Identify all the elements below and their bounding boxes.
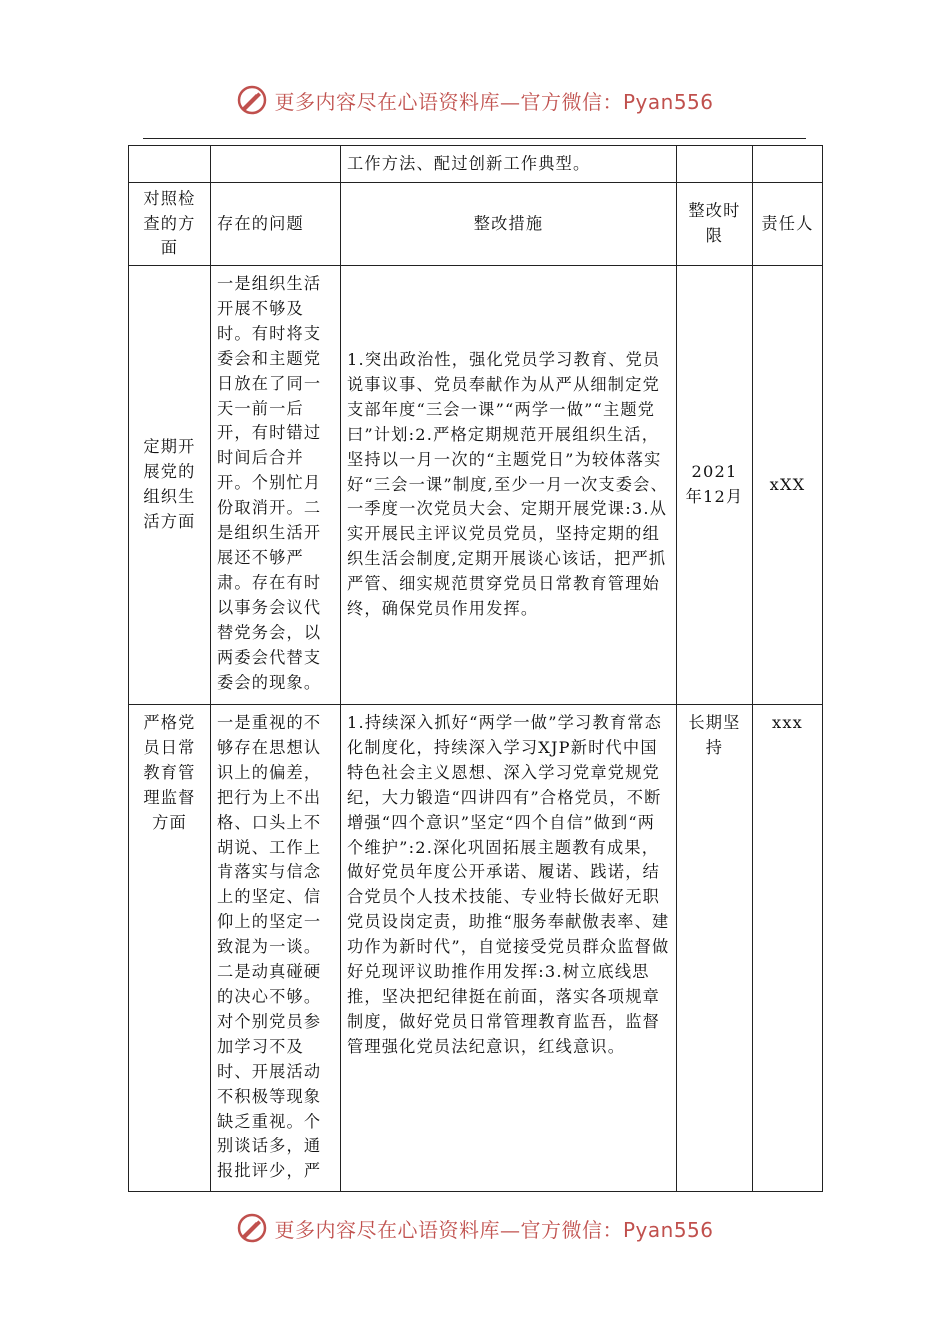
rectification-table [128,145,823,1192]
row-measure: 1.突出政治性，强化党员学习教育、党员说事议事、党员奉献作为从严从细制定党支部年度“三会一课”“两学一做”“主题党曰”计划:2.严格定期规范开展组织生活，坚持以一月一次的“主题党日”为较体落实好“三会一课”制度,至少一月一次支委会、一季度一次党员大会、定期开展党课:3.从实开展民主评议党员党员，坚持定期的组织生活会制度,定期开展谈心该话，把严抓严管、细实规范贯穿党员日常教育管理始终，确保党员作用发挥。 [341,266,677,705]
wechat-id: Pyan556 [622,89,714,114]
row-aspect: 定期开展党的组织生活方面 [129,266,211,705]
row-problem: 一是组织生活开展不够及时。有时将支委会和主题党日放在了同一天一前一后开，有时错过时间后合并开。个别忙月份取消开。二是组织生活开展还不够严肃。存在有时以事务会议代替党务会，以两委会代替支委会的现象。 [211,266,341,705]
header-deadline: 整改时限 [677,183,753,266]
row-aspect: 严格党员日常教育管理监督方面 [129,705,211,1192]
empty-cell [677,146,753,183]
pen-logo-icon [236,1212,268,1244]
row-measure: 1.持续深入抓好“两学一做”学习教育常态化制度化，持续深入学习XJP新时代中国特色社会主义恩想、深入学习党章党规党纪，大力锻造“四讲四有”合格党员，不断增强“四个意识”坚定“四个自信”做到“两个维护”:2.深化巩固拓展主题教有成果，做好党员年度公开承诺、履诺、践诺，结合党员个人技术技能、专业特长做好无职党员设岗定责，助推“服务奉献傲表率、建功作为新时代”，自觉接受党员群众监督做好兑现评议助推作用发挥:3.树立底线思推，坚决把纪律挺在前面，落实各项规章制度，做好党员日常管理教育监吾，监督管理强化党员法纪意识，红线意识。 [341,705,677,1192]
row-problem: 一是重视的不够存在思想认识上的偏差，把行为上不出格、口头上不胡说、工作上肯落实与信念上的坚定、信仰上的坚定一致混为一谈。二是动真碰硬的决心不够。对个别党员参加学习不及时、开展活动不积极等现象缺乏重视。个别谈话多，通报批评少，严 [211,705,341,1192]
banner-text: 更多内容尽在心语资料库—官方微信：Pyan556 [274,1217,714,1242]
row-owner: xxx [753,705,823,1192]
continuation-measure: 工作方法、配过创新工作典型。 [341,146,677,183]
row-owner: xXX [753,266,823,705]
table-row [129,705,823,1192]
header-rule [143,138,806,139]
empty-cell [211,146,341,183]
wechat-id: Pyan556 [622,1217,714,1242]
watermark-banner-top [0,84,950,124]
row-deadline: 2021年12月 [677,266,753,705]
pen-logo-icon [236,84,268,116]
header-owner: 责任人 [753,183,823,266]
header-measure: 整改措施 [341,183,677,266]
header-row [129,183,823,266]
continuation-row [129,146,823,183]
row-deadline: 长期坚持 [677,705,753,1192]
watermark-banner-bottom [0,1212,950,1252]
empty-cell [753,146,823,183]
table-row [129,266,823,705]
header-aspect: 对照检查的方面 [129,183,211,266]
header-problem: 存在的问题 [211,183,341,266]
banner-text: 更多内容尽在心语资料库—官方微信：Pyan556 [274,89,714,114]
empty-cell [129,146,211,183]
